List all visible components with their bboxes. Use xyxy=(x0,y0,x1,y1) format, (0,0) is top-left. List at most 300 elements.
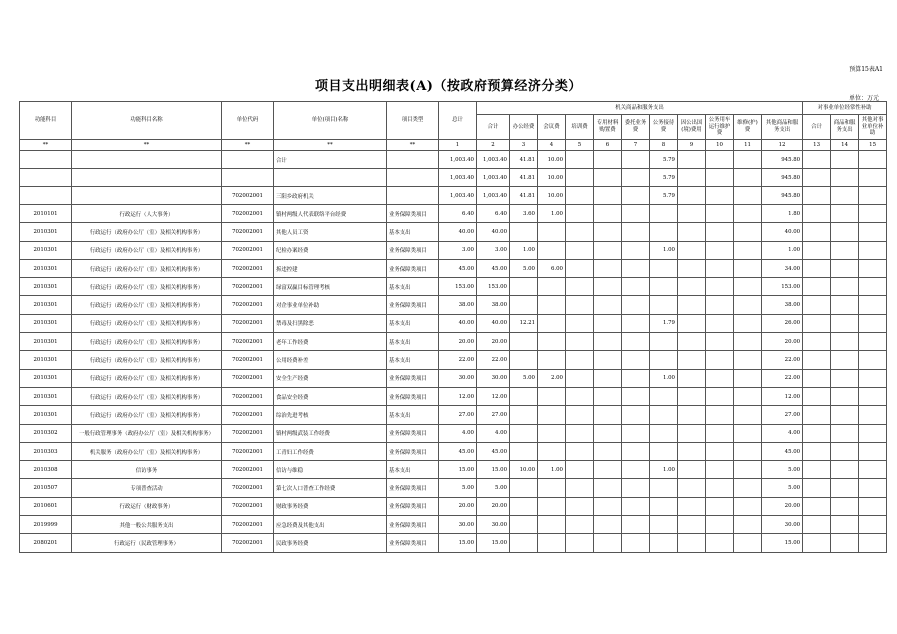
table-cell: 22.00 xyxy=(762,369,803,387)
table-cell xyxy=(734,424,762,442)
table-cell xyxy=(734,479,762,497)
table-cell: 702002001 xyxy=(222,461,274,479)
table-cell: 民政事务经费 xyxy=(274,534,387,552)
table-cell: 1.00 xyxy=(510,241,538,259)
index-cell: 1 xyxy=(439,140,477,151)
table-cell: 153.00 xyxy=(762,278,803,296)
table-cell xyxy=(566,479,594,497)
table-cell: 应急经费及其他支出 xyxy=(274,516,387,534)
unit-label: 单位：万元 xyxy=(848,95,879,102)
table-cell: 业务保障类项目 xyxy=(387,259,439,277)
table-cell xyxy=(706,406,734,424)
table-cell xyxy=(803,497,831,515)
table-cell: 2010301 xyxy=(20,278,72,296)
table-cell xyxy=(831,406,859,424)
header-sub-9: 公务用车运行维护费 xyxy=(706,115,734,140)
table-cell xyxy=(594,278,622,296)
table-cell: 行政运行（人大事务） xyxy=(72,205,222,223)
index-cell: ** xyxy=(387,140,439,151)
table-cell: 702002001 xyxy=(222,516,274,534)
table-cell: 41.81 xyxy=(510,151,538,169)
table-cell: 2010301 xyxy=(20,259,72,277)
table-cell: 153.00 xyxy=(439,278,477,296)
table-row xyxy=(20,223,887,241)
table-cell xyxy=(734,187,762,205)
table-cell xyxy=(803,241,831,259)
table-cell xyxy=(510,534,538,552)
table-cell: 行政运行（民政管理事务） xyxy=(72,534,222,552)
table-cell xyxy=(538,333,566,351)
table-cell xyxy=(859,169,887,187)
table-cell xyxy=(803,479,831,497)
table-cell: 702002001 xyxy=(222,351,274,369)
table-cell: 45.00 xyxy=(439,259,477,277)
index-cell: ** xyxy=(20,140,72,151)
table-cell: 702002001 xyxy=(222,369,274,387)
table-cell: 3.00 xyxy=(477,241,510,259)
table-cell xyxy=(706,516,734,534)
table-cell xyxy=(859,241,887,259)
table-cell xyxy=(734,205,762,223)
table-cell: 6.40 xyxy=(477,205,510,223)
table-cell: 基本支出 xyxy=(387,351,439,369)
header-sub-6: 委托业务费 xyxy=(622,115,650,140)
table-cell xyxy=(706,169,734,187)
table-cell: 40.00 xyxy=(439,223,477,241)
table-cell xyxy=(622,151,650,169)
table-row xyxy=(20,442,887,460)
table-cell xyxy=(538,406,566,424)
table-cell: 4.00 xyxy=(477,424,510,442)
table-row xyxy=(20,516,887,534)
table-cell xyxy=(678,351,706,369)
table-cell xyxy=(678,314,706,332)
table-cell xyxy=(803,223,831,241)
table-cell xyxy=(622,241,650,259)
table-cell xyxy=(622,169,650,187)
table-cell xyxy=(510,497,538,515)
table-cell xyxy=(734,406,762,424)
table-row xyxy=(20,151,887,169)
table-cell: 行政运行（政府办公厅（室）及相关机构事务） xyxy=(72,296,222,314)
table-cell: 702002001 xyxy=(222,314,274,332)
table-cell: 20.00 xyxy=(439,333,477,351)
table-cell xyxy=(859,205,887,223)
table-cell xyxy=(72,187,222,205)
table-cell xyxy=(622,223,650,241)
table-cell: 2010301 xyxy=(20,351,72,369)
header-func-code: 功能科目 xyxy=(20,102,72,140)
index-cell: 13 xyxy=(803,140,831,151)
table-cell: 2080201 xyxy=(20,534,72,552)
table-row xyxy=(20,314,887,332)
table-cell: 2010301 xyxy=(20,241,72,259)
table-cell: 15.00 xyxy=(439,461,477,479)
table-cell: 其他一般公共服务支出 xyxy=(72,516,222,534)
table-cell xyxy=(678,387,706,405)
table-cell xyxy=(706,259,734,277)
table-cell: 945.80 xyxy=(762,187,803,205)
table-row xyxy=(20,461,887,479)
table-cell: 1.00 xyxy=(650,241,678,259)
table-cell: 老年工作经费 xyxy=(274,333,387,351)
table-cell xyxy=(859,296,887,314)
table-cell xyxy=(678,259,706,277)
table-cell xyxy=(678,223,706,241)
table-cell: 5.79 xyxy=(650,151,678,169)
table-cell xyxy=(622,333,650,351)
table-cell xyxy=(510,442,538,460)
table-cell: 行政运行（政府办公厅（室）及相关机构事务） xyxy=(72,259,222,277)
table-cell xyxy=(706,223,734,241)
table-cell xyxy=(222,151,274,169)
header-sub-10: 维修(护)费 xyxy=(734,115,762,140)
table-cell: 26.00 xyxy=(762,314,803,332)
table-cell xyxy=(622,442,650,460)
table-cell xyxy=(859,387,887,405)
table-cell xyxy=(678,169,706,187)
table-row xyxy=(20,333,887,351)
table-cell xyxy=(734,351,762,369)
table-cell: 40.00 xyxy=(477,223,510,241)
table-cell: 5.00 xyxy=(510,259,538,277)
table-cell: 12.00 xyxy=(477,387,510,405)
table-cell xyxy=(803,314,831,332)
table-cell xyxy=(510,333,538,351)
table-cell xyxy=(803,151,831,169)
table-cell: 6.40 xyxy=(439,205,477,223)
table-cell: 业务保障类项目 xyxy=(387,387,439,405)
table-cell: 41.81 xyxy=(510,169,538,187)
table-cell: 专项普查活动 xyxy=(72,479,222,497)
table-cell xyxy=(510,351,538,369)
table-cell xyxy=(622,369,650,387)
header-group-goods-services: 机关商品和服务支出 xyxy=(477,102,803,115)
table-cell xyxy=(706,351,734,369)
table-cell xyxy=(678,406,706,424)
table-cell xyxy=(734,169,762,187)
table-cell xyxy=(734,278,762,296)
table-row xyxy=(20,259,887,277)
table-cell: 702002001 xyxy=(222,479,274,497)
table-cell xyxy=(803,406,831,424)
table-cell xyxy=(594,369,622,387)
table-cell xyxy=(734,314,762,332)
table-cell: 5.79 xyxy=(650,169,678,187)
table-cell: 702002001 xyxy=(222,333,274,351)
table-cell xyxy=(622,314,650,332)
table-cell xyxy=(831,442,859,460)
table-cell xyxy=(831,516,859,534)
table-cell: 纪检办案经费 xyxy=(274,241,387,259)
table-cell: 行政运行（政府办公厅（室）及相关机构事务） xyxy=(72,333,222,351)
header-func-name: 功能科目名称 xyxy=(72,102,222,140)
table-cell: 20.00 xyxy=(439,497,477,515)
table-cell: 1,003.40 xyxy=(439,187,477,205)
header-unit-code: 单位代码 xyxy=(222,102,274,140)
table-cell: 702002001 xyxy=(222,424,274,442)
table-cell: 行政运行（政府办公厅（室）及相关机构事务） xyxy=(72,351,222,369)
table-cell: 1.80 xyxy=(762,205,803,223)
table-row xyxy=(20,424,887,442)
table-cell xyxy=(566,351,594,369)
table-cell: 1.00 xyxy=(762,241,803,259)
header-sub-13: 商品和服务支出 xyxy=(831,115,859,140)
table-cell xyxy=(566,406,594,424)
table-cell: 5.00 xyxy=(439,479,477,497)
table-cell xyxy=(706,187,734,205)
table-cell xyxy=(594,223,622,241)
table-cell xyxy=(734,369,762,387)
table-cell: 其他人员工资 xyxy=(274,223,387,241)
table-cell: 702002001 xyxy=(222,223,274,241)
table-cell xyxy=(594,259,622,277)
table-cell: 10.00 xyxy=(538,169,566,187)
table-cell xyxy=(566,442,594,460)
table-cell: 45.00 xyxy=(439,442,477,460)
table-cell xyxy=(594,387,622,405)
table-cell xyxy=(622,296,650,314)
table-cell xyxy=(222,169,274,187)
table-row xyxy=(20,187,887,205)
table-cell: 2010301 xyxy=(20,406,72,424)
table-cell: 702002001 xyxy=(222,534,274,552)
table-cell: 行政运行（政府办公厅（室）及相关机构事务） xyxy=(72,387,222,405)
table-cell xyxy=(650,351,678,369)
index-cell: ** xyxy=(72,140,222,151)
table-cell xyxy=(734,259,762,277)
table-cell: 2010507 xyxy=(20,479,72,497)
table-cell: 业务保障类项目 xyxy=(387,241,439,259)
table-cell xyxy=(566,314,594,332)
table-cell xyxy=(831,223,859,241)
table-cell xyxy=(706,497,734,515)
table-cell xyxy=(594,314,622,332)
header-total: 总计 xyxy=(439,102,477,140)
table-cell xyxy=(859,516,887,534)
table-cell xyxy=(566,296,594,314)
table-cell: 10.00 xyxy=(538,187,566,205)
table-cell xyxy=(678,534,706,552)
table-cell: 2010308 xyxy=(20,461,72,479)
table-cell xyxy=(650,259,678,277)
table-cell: 10.00 xyxy=(510,461,538,479)
table-cell xyxy=(859,497,887,515)
table-cell xyxy=(538,314,566,332)
header-unit-name: 单位(项目)名称 xyxy=(274,102,387,140)
table-cell xyxy=(859,369,887,387)
table-cell: 3.00 xyxy=(439,241,477,259)
header-sub-5: 专用材料购置费 xyxy=(594,115,622,140)
table-cell xyxy=(678,424,706,442)
table-cell: 30.00 xyxy=(439,369,477,387)
table-cell xyxy=(706,296,734,314)
table-cell xyxy=(734,534,762,552)
table-cell xyxy=(678,151,706,169)
table-cell: 12.00 xyxy=(762,387,803,405)
index-cell: 10 xyxy=(706,140,734,151)
header-sub-7: 公务接待费 xyxy=(650,115,678,140)
table-cell: 1,003.40 xyxy=(439,151,477,169)
table-cell xyxy=(510,223,538,241)
table-cell xyxy=(510,516,538,534)
table-cell xyxy=(706,151,734,169)
table-cell xyxy=(387,187,439,205)
header-sub-1: 合计 xyxy=(477,115,510,140)
table-cell xyxy=(803,187,831,205)
header-sub-11: 其他商品和服务支出 xyxy=(762,115,803,140)
header-sub-3: 会议费 xyxy=(538,115,566,140)
table-cell: 45.00 xyxy=(477,442,510,460)
index-cell: ** xyxy=(274,140,387,151)
table-cell xyxy=(650,205,678,223)
index-cell: 11 xyxy=(734,140,762,151)
table-cell: 4.00 xyxy=(439,424,477,442)
table-cell xyxy=(510,387,538,405)
table-cell xyxy=(650,497,678,515)
table-cell: 153.00 xyxy=(477,278,510,296)
table-cell xyxy=(734,387,762,405)
table-cell: 安全生产经费 xyxy=(274,369,387,387)
table-cell xyxy=(734,333,762,351)
table-cell xyxy=(831,205,859,223)
table-cell: 行政运行（政府办公厅（室）及相关机构事务） xyxy=(72,223,222,241)
table-cell: 5.00 xyxy=(477,479,510,497)
table-cell: 15.00 xyxy=(477,461,510,479)
index-cell: 6 xyxy=(594,140,622,151)
table-cell xyxy=(803,351,831,369)
table-cell: 业务保障类项目 xyxy=(387,534,439,552)
table-cell xyxy=(622,259,650,277)
table-cell: 2010101 xyxy=(20,205,72,223)
table-cell: 702002001 xyxy=(222,259,274,277)
table-cell xyxy=(622,406,650,424)
table-row xyxy=(20,387,887,405)
table-cell xyxy=(650,406,678,424)
table-cell: 1,003.40 xyxy=(439,169,477,187)
table-cell: 30.00 xyxy=(762,516,803,534)
table-cell xyxy=(566,187,594,205)
table-cell xyxy=(594,424,622,442)
table-cell xyxy=(859,424,887,442)
table-cell xyxy=(831,187,859,205)
table-cell xyxy=(734,296,762,314)
table-cell xyxy=(803,424,831,442)
table-cell: 基本支出 xyxy=(387,461,439,479)
table-cell xyxy=(678,516,706,534)
table-cell xyxy=(706,442,734,460)
table-cell xyxy=(859,442,887,460)
header-sub-8: 因公出国(境)费用 xyxy=(678,115,706,140)
table-cell: 5.00 xyxy=(510,369,538,387)
table-cell xyxy=(72,151,222,169)
index-cell: 2 xyxy=(477,140,510,151)
table-cell xyxy=(831,241,859,259)
table-cell xyxy=(803,259,831,277)
table-cell xyxy=(594,461,622,479)
table-cell xyxy=(566,259,594,277)
table-cell: 2010301 xyxy=(20,369,72,387)
table-cell xyxy=(678,205,706,223)
table-cell: 业务保障类项目 xyxy=(387,442,439,460)
header-sub-14: 其他对事业单位补助 xyxy=(859,115,887,140)
table-cell xyxy=(622,278,650,296)
table-cell xyxy=(594,351,622,369)
table-cell xyxy=(803,278,831,296)
table-cell xyxy=(831,424,859,442)
table-cell: 行政运行（政府办公厅（室）及相关机构事务） xyxy=(72,369,222,387)
index-cell: 12 xyxy=(762,140,803,151)
table-cell xyxy=(566,497,594,515)
table-cell xyxy=(566,169,594,187)
table-cell: 15.00 xyxy=(477,534,510,552)
table-cell xyxy=(650,223,678,241)
table-cell xyxy=(566,369,594,387)
table-cell: 10.00 xyxy=(538,151,566,169)
table-cell xyxy=(650,333,678,351)
table-cell: 702002001 xyxy=(222,205,274,223)
table-row xyxy=(20,534,887,552)
table-cell xyxy=(734,241,762,259)
table-cell: 20.00 xyxy=(477,497,510,515)
table-cell xyxy=(538,241,566,259)
index-cell: 5 xyxy=(566,140,594,151)
table-cell xyxy=(831,169,859,187)
table-cell: 20.00 xyxy=(762,497,803,515)
table-cell xyxy=(831,151,859,169)
table-cell xyxy=(510,406,538,424)
table-cell xyxy=(803,205,831,223)
table-cell: 公用经费补差 xyxy=(274,351,387,369)
table-cell: 业务保障类项目 xyxy=(387,369,439,387)
table-cell: 综治先进考核 xyxy=(274,406,387,424)
table-cell: 945.80 xyxy=(762,151,803,169)
header-sub-12: 合计 xyxy=(803,115,831,140)
table-cell xyxy=(859,223,887,241)
table-cell xyxy=(566,205,594,223)
table-cell xyxy=(650,278,678,296)
table-cell: 2019999 xyxy=(20,516,72,534)
table-cell: 945.80 xyxy=(762,169,803,187)
table-cell: 2010601 xyxy=(20,497,72,515)
table-cell xyxy=(706,278,734,296)
table-cell: 镇村两级武装工作经费 xyxy=(274,424,387,442)
table-cell xyxy=(594,241,622,259)
table-cell xyxy=(803,516,831,534)
table-cell xyxy=(859,333,887,351)
table-cell xyxy=(538,534,566,552)
table-cell xyxy=(803,296,831,314)
table-row xyxy=(20,351,887,369)
table-cell: 基本支出 xyxy=(387,406,439,424)
table-cell: 对企事业单位补助 xyxy=(274,296,387,314)
table-cell xyxy=(538,278,566,296)
table-cell xyxy=(538,223,566,241)
table-cell xyxy=(803,461,831,479)
table-cell: 业务保障类项目 xyxy=(387,497,439,515)
table-cell xyxy=(859,406,887,424)
table-cell: 2010301 xyxy=(20,387,72,405)
table-cell xyxy=(831,534,859,552)
table-cell: 财政事务经费 xyxy=(274,497,387,515)
table-cell xyxy=(538,296,566,314)
table-cell xyxy=(622,516,650,534)
table-cell xyxy=(859,151,887,169)
table-cell: 15.00 xyxy=(439,534,477,552)
table-cell: 工青妇工作经费 xyxy=(274,442,387,460)
table-row xyxy=(20,205,887,223)
table-cell: 行政运行（政府办公厅（室）及相关机构事务） xyxy=(72,278,222,296)
